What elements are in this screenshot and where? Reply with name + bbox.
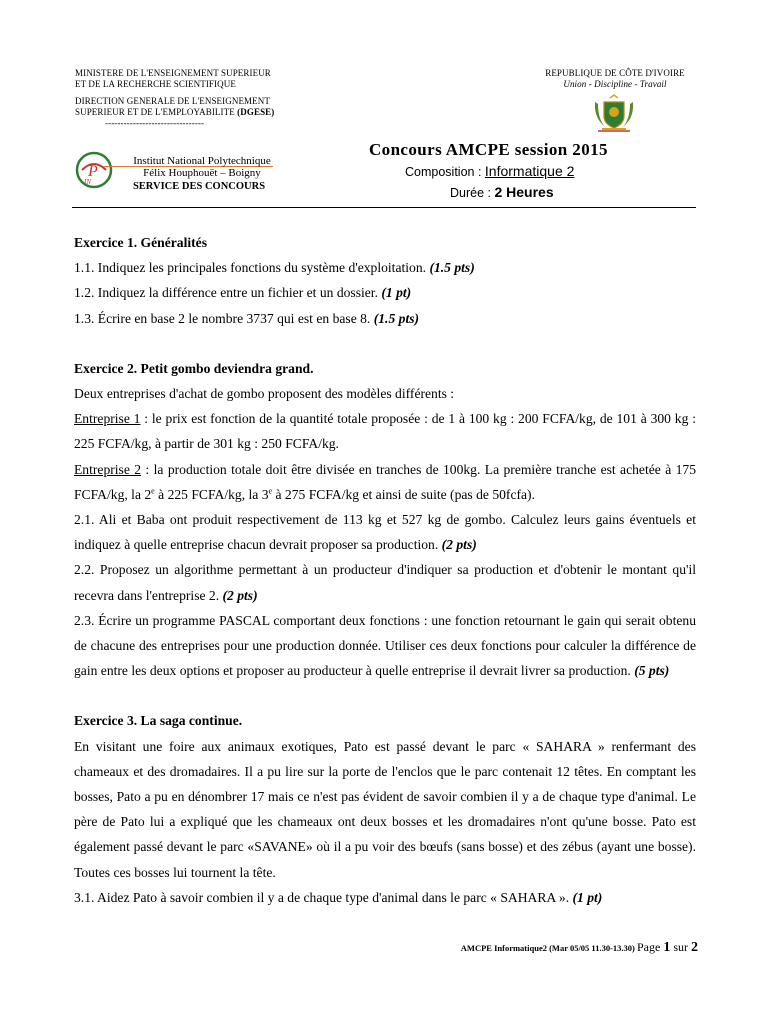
ministry-line-2: ET DE LA RECHERCHE SCIENTIFIQUE (75, 79, 236, 89)
footer-page-word: Page (637, 940, 664, 954)
question-2-3: 2.3. Écrire un programme PASCAL comportant deux fonctions : une fonction retournant le gain qui serait obtenu de chacune des entreprises pour une production donnée. Utiliser ces deux fonctions pour calculer la différence de gain entre les deux options et proposer au producteur à quelle entreprise il devrait livrer sa production. (5 pts) (74, 612, 696, 679)
points-1-1: (1.5 pts) (429, 260, 475, 276)
points-1-2: (1 pt) (381, 285, 412, 301)
direction-line-2: SUPERIEUR ET DE L'EMPLOYABILITE (DGESE) (75, 107, 275, 117)
points-2-1: (2 pts) (441, 537, 477, 553)
ministry-line-1: MINISTERE DE L'ENSEIGNEMENT SUPERIEUR (75, 68, 271, 78)
footer-page-total: 2 (691, 940, 698, 955)
points-3-1: (1 pt) (572, 889, 603, 905)
composition-label: Composition : (405, 165, 485, 179)
header-rule (72, 207, 696, 208)
direction-line-1: DIRECTION GENERALE DE L'ENSEIGNEMENT (75, 96, 270, 106)
duration-label: Durée : (450, 186, 495, 200)
exercise-3-paragraph: En visitant une foire aux animaux exotiques, Pato est passé devant le parc « SAHARA » renfermant des chameaux et des dromadaires. Il a pu lire sur la porte de l'enclos que le parc contenait 12 têtes. En comptant les bosses, Pato a pu en dénombrer 17 mais ce n'est pas évident de savoir combien il y a de chaque type d'animal. Le père de Pato lui a expliqué que les chameaux ont deux bosses et les dromadaires n'ont qu'une bosse. Pato est également passé devant le parc «SAVANE» où il a pu voir des bœufs (sans bosse) et des zébus (ayant une bosse). Toutes ces bosses lui tournent la tête. (74, 738, 696, 880)
page-footer (393, 938, 698, 956)
question-1-2: 1.2. Indiquez la différence entre un fichier et un dossier. (1 pt) (74, 285, 412, 301)
composition-value: Informatique 2 (484, 163, 575, 179)
institute-name: Institut National Polytechnique (133, 155, 271, 167)
exam-title: Concours AMCPE session 2015 (369, 140, 608, 159)
duration-value: 2 Heures (494, 184, 554, 200)
entreprise-2-label: Entreprise 2 (74, 461, 142, 477)
svg-text:P: P (88, 163, 98, 180)
exercise-2-intro: Deux entreprises d'achat de gombo proposent des modèles différents : (74, 386, 455, 402)
entreprise-2-text: Entreprise 2 : la production totale doit être divisée en tranches de 100kg. La première tranche est achetée à 175 FCFA/kg, la 2e à 225 FCFA/kg, la 3e à 275 FCFA/kg et ainsi de suite (pas de 50fcfa). (74, 461, 697, 502)
question-1-3: 1.3. Écrire en base 2 le nombre 3737 qui est en base 8. (1.5 pts) (74, 310, 420, 326)
footer-of-word: sur (670, 940, 691, 954)
institute-block (122, 155, 282, 193)
points-2-2: (2 pts) (222, 587, 258, 603)
question-2-2: 2.2. Proposez un algorithme permettant à un producteur d'indiquer sa production et d'obtenir le montant qu'il recevra dans l'entreprise 2. (2 pts) (74, 562, 696, 603)
coat-of-arms-icon (592, 94, 636, 134)
question-2-1: 2.1. Ali et Baba ont produit respectivement de 113 kg et 527 kg de gombo. Calculez leurs gains éventuels et indiquez à quelle entreprise chacun devrait proposer sa production. (2 pts) (74, 512, 696, 553)
footer-page-number: 1 (663, 940, 671, 955)
composition-line (405, 163, 574, 179)
question-1-1: 1.1. Indiquez les principales fonctions du système d'exploitation. (1.5 pts) (74, 260, 475, 276)
inp-hb-logo-icon (72, 150, 118, 190)
points-2-3: (5 pts) (634, 663, 670, 679)
question-3-1: 3.1. Aidez Pato à savoir combien il y a de chaque type d'animal dans le parc « SAHARA ». (1 pt) (74, 889, 603, 905)
header-separator: -------------------------------- (105, 118, 205, 128)
national-motto: Union - Discipline - Travail (563, 79, 667, 89)
exercise-3-title: Exercice 3. La saga continue. (74, 713, 243, 729)
republic-header (515, 68, 715, 90)
exam-content (74, 230, 696, 910)
exercise-2-title: Exercice 2. Petit gombo deviendra grand. (74, 360, 314, 376)
service-name: SERVICE DES CONCOURS (132, 181, 266, 192)
duration-line (450, 184, 554, 200)
ministry-header (75, 68, 335, 129)
country-name: REPUBLIQUE DE CÔTE D'IVOIRE (545, 68, 685, 78)
svg-text:IN: IN (84, 178, 91, 186)
institute-subname: Félix Houphouët – Boigny (143, 167, 261, 179)
exercise-1-title: Exercice 1. Généralités (74, 235, 207, 250)
entreprise-1-text: Entreprise 1 : le prix est fonction de la quantité totale proposée : de 1 à 100 kg : 200 FCFA/kg, de 101 à 300 kg : 225 FCFA/kg, à partir de 301 kg : 250 FCFA/kg. (74, 411, 696, 452)
footer-reference: AMCPE Informatique2 (Mar 05/05 11.30-13.30) (460, 943, 637, 953)
points-1-3: (1.5 pts) (373, 310, 420, 326)
entreprise-1-label: Entreprise 1 (74, 411, 141, 427)
